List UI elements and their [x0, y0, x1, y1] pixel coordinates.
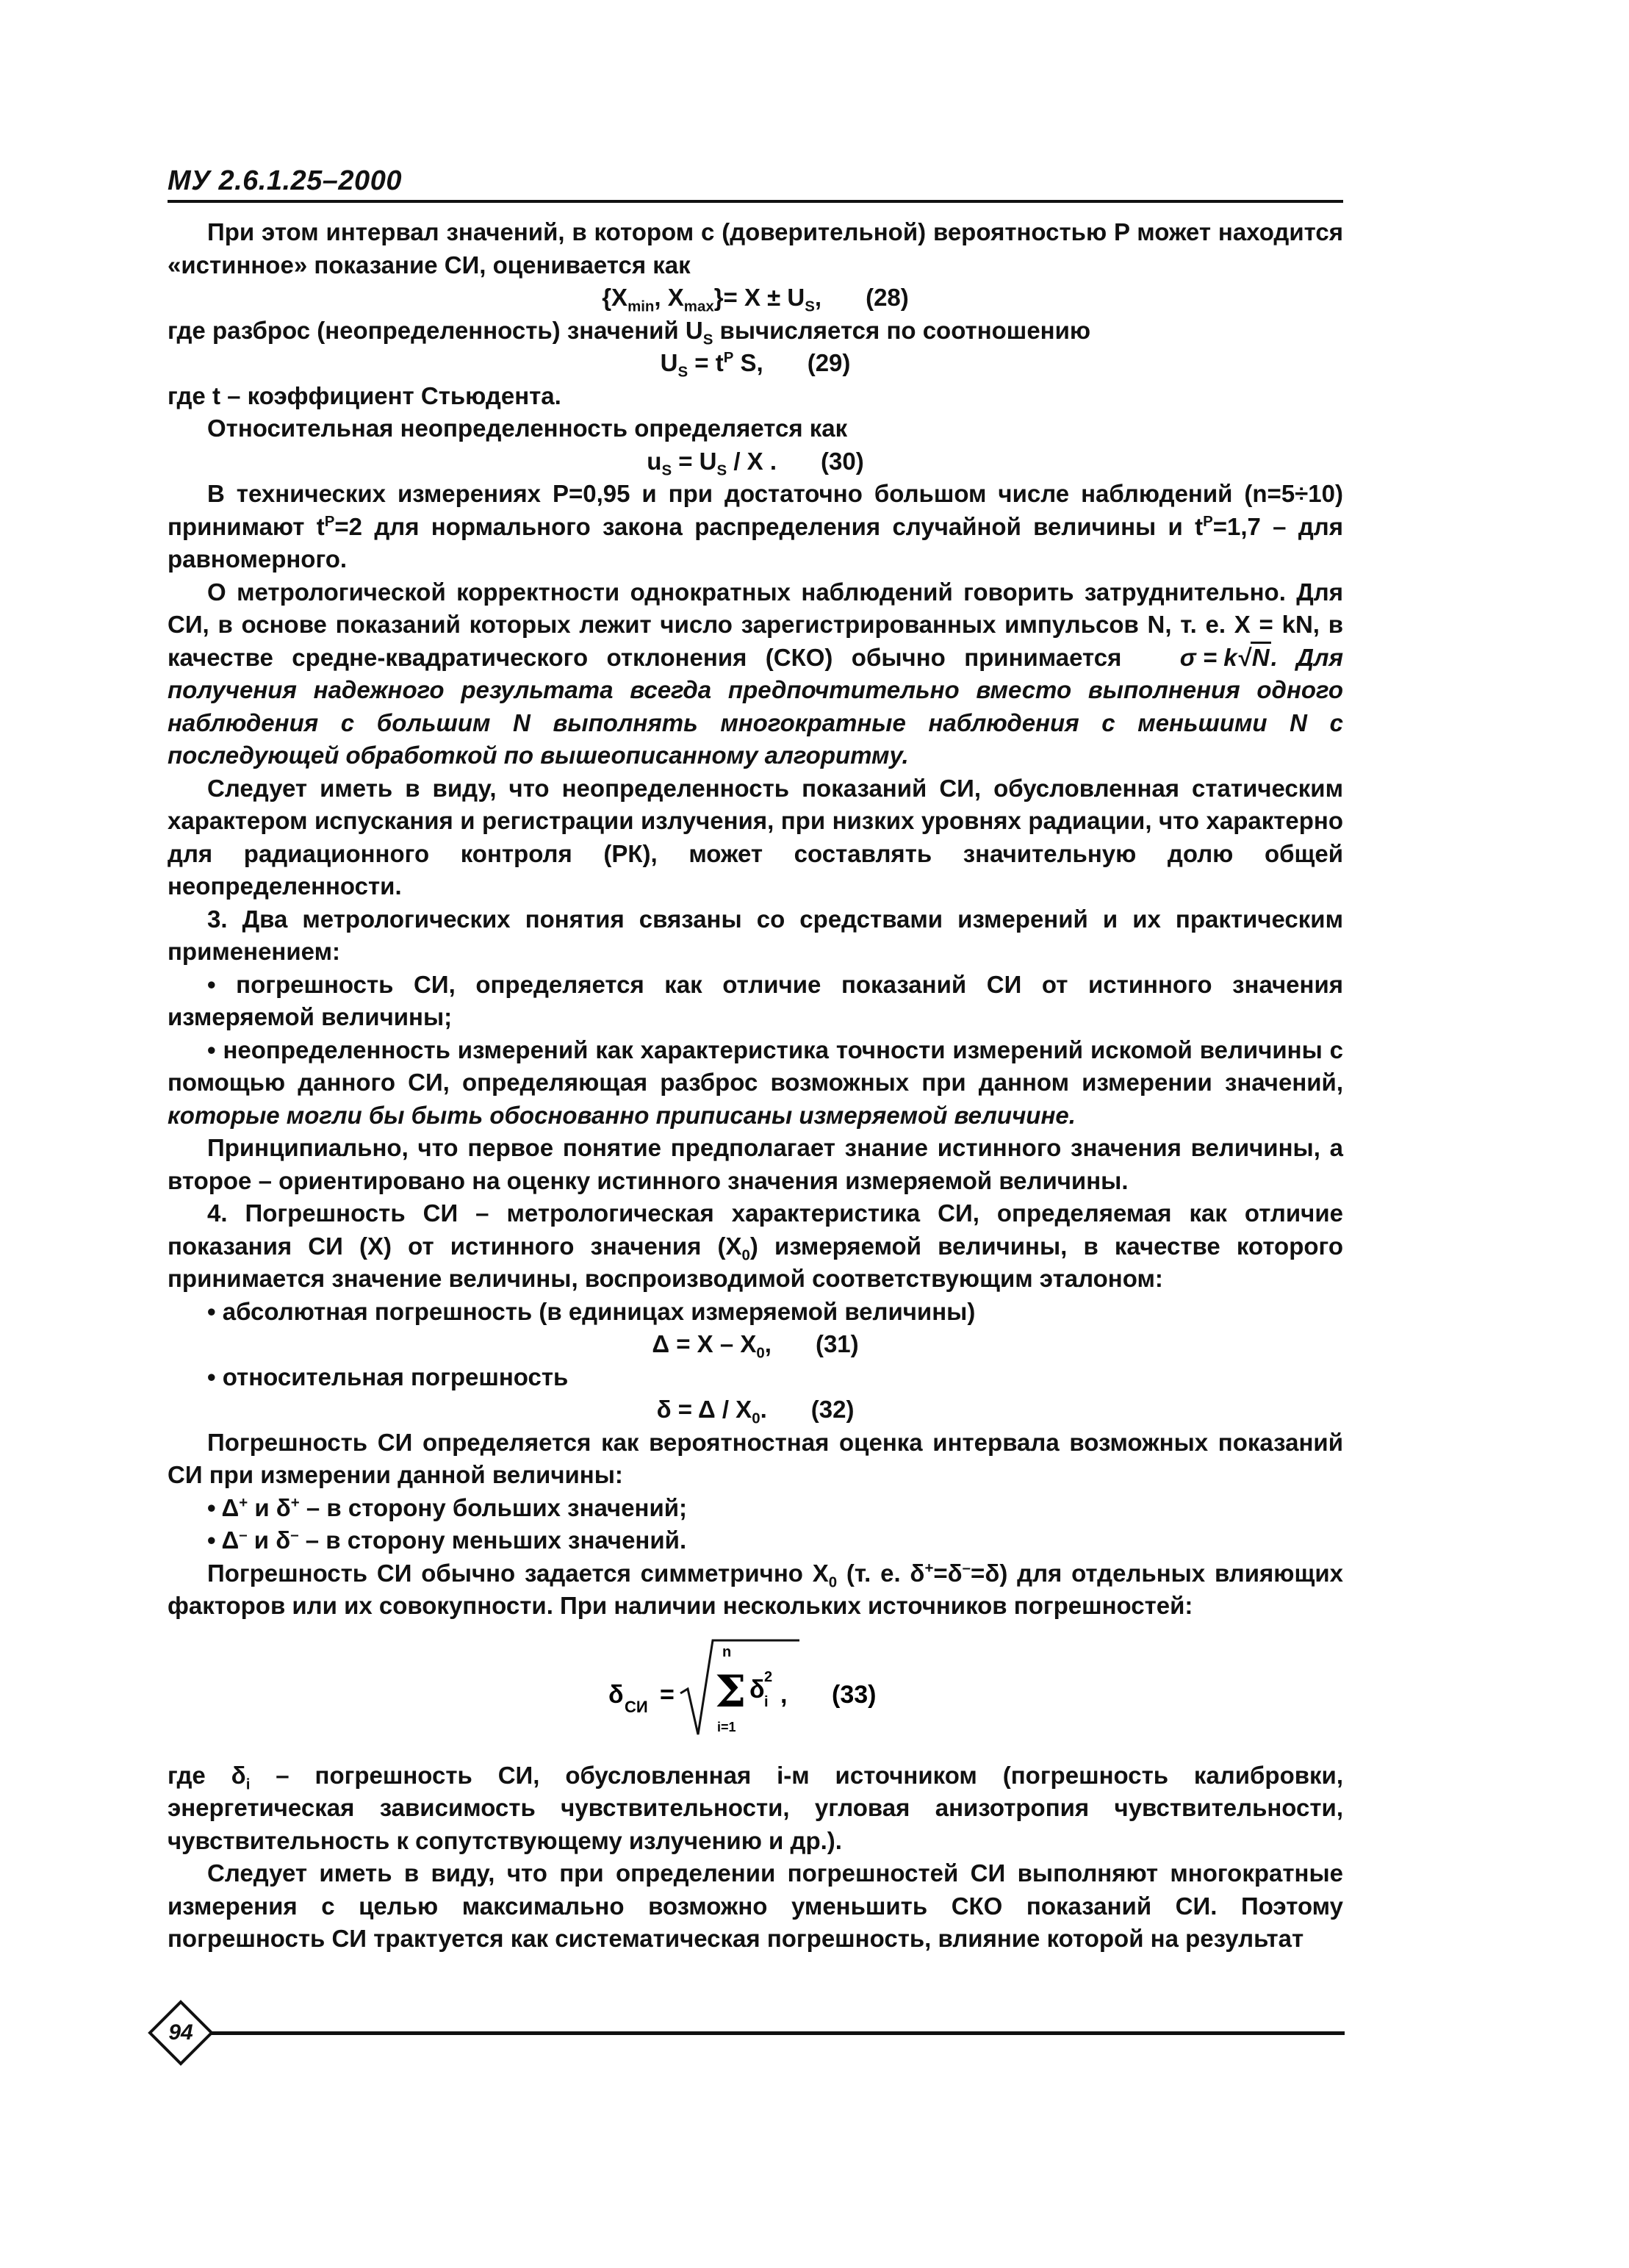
- formula-32: $\delta = \Delta / X_0$. (32): [168, 1393, 1343, 1427]
- list-item: • погрешность СИ, определяется как отличие показаний СИ от истинного значения измеряемой величины;: [168, 970, 1343, 1030]
- sum-sign: Σ: [715, 1665, 747, 1718]
- document-body: [168, 216, 1343, 1956]
- formula-28: {$X_{min}$, $X_{max}\}= X \pm U_S$, (28): [168, 281, 1343, 315]
- sum-upper-limit: n: [722, 1643, 732, 1660]
- document-code: МУ 2.6.1.25–2000: [168, 165, 402, 196]
- paragraph: Следует иметь в виду, что при определении погрешностей СИ выполняют многократные измерения с целью максимально возможно уменьшить СКО показаний СИ. Поэтому погрешность СИ трактуется как систематическая погрешность, влияние которой на результат: [168, 1859, 1343, 1952]
- sigma-formula: σ = k√N: [1140, 642, 1271, 675]
- paragraph: Следует иметь в виду, что неопределенность показаний СИ, обусловленная статическим характером испускания и регистрации излучения, при низких уровнях радиации, что характерно для радиационного контроля (РК), может составлять значительную долю общей неопределенности.: [168, 774, 1343, 900]
- formula-33-comma: ,: [780, 1680, 788, 1709]
- paragraph: Погрешность СИ определяется как вероятностная оценка интервала возможных показаний СИ при измерении данной величины:: [168, 1428, 1343, 1488]
- equation-number: (32): [810, 1396, 855, 1423]
- list-item: • неопределенность измерений как характеристика точности измерений искомой величины с помощью данного СИ, определяющая разброс возможных при данном измерении значений, которые могли бы быть обоснованно приписаны измеряемой величине.: [168, 1036, 1343, 1129]
- equation-number: (31): [815, 1330, 859, 1357]
- formula-33-equals: =: [660, 1680, 675, 1709]
- equation-number: (33): [832, 1680, 877, 1709]
- list-item: • относительная погрешность: [207, 1363, 569, 1390]
- paragraph: 3. Два метрологических понятия связаны со средствами измерений и их практическим применением:: [168, 905, 1343, 965]
- paragraph: Относительная неопределенность определяется как: [207, 415, 848, 442]
- equation-number: (30): [821, 447, 864, 475]
- page-number: 94: [168, 2020, 193, 2045]
- equation-number: (29): [807, 349, 851, 376]
- footer-rule: [210, 2031, 1345, 2035]
- formula-31: $\Delta = X - X_0$, (31): [168, 1328, 1343, 1361]
- list-item: • Δ– и δ– – в сторону меньших значений.: [207, 1526, 687, 1554]
- page-footer: [147, 1999, 1345, 2073]
- formula-33-term: δ: [749, 1675, 765, 1704]
- paragraph: Погрешность СИ обычно задается симметрично $X_0$ (т. е. δ+=δ–=δ) для отдельных влияющих факторов или их совокупности. При наличии нескольких источников погрешностей:: [168, 1559, 1343, 1619]
- paragraph: При этом интервал значений, в котором с (доверительной) вероятностью P может находится «истинное» показание СИ, оценивается как: [168, 218, 1343, 279]
- formula-33-lhs: δ: [608, 1680, 624, 1709]
- paragraph: Принципиально, что первое понятие предполагает знание истинного значения величины, а второе – ориентировано на оценку истинного значения измеряемой величины.: [168, 1134, 1343, 1194]
- paragraph: где t – коэффициент Стьюдента.: [168, 381, 561, 409]
- formula-29: $U_S = t^P$ S, (29): [168, 347, 1343, 380]
- paragraph: где разброс (неопределенность) значений $U_S$ вычисляется по соотношению: [168, 316, 1091, 348]
- formula-33-term-sub: i: [764, 1693, 769, 1710]
- paragraph: О метрологической корректности однократных наблюдений говорить затруднительно. Для СИ, в основе показаний которых лежит число зарегистрированных импульсов N, т. е. X = kN, в качестве средне-квадратического отклонения (СКО) обычно принимается σ = k√N. Для получения надежного результата всегда предпочтительно вместо выполнения одного наблюдения с большим N выполнять многократные наблюдения с меньшими N с последующей обработкой по вышеописанному алгоритму.: [168, 578, 1343, 769]
- paragraph: 4. Погрешность СИ – метрологическая характеристика СИ, определяемая как отличие показания СИ (X) от истинного значения $(X_0)$ измеряемой величины, в качестве которого принимается значение величины, воспроизводимой соответствующим эталоном:: [168, 1199, 1343, 1292]
- formula-33-lhs-sub: СИ: [625, 1697, 648, 1716]
- running-header: [168, 154, 1343, 203]
- paragraph: В технических измерениях P=0,95 и при достаточно большом числе наблюдений (n=5÷10) принимают $t^P=2$ для нормального закона распределения случайной величины и $t^P=1,7$ – для равномерного.: [168, 480, 1343, 573]
- formula-33-term-sup: 2: [764, 1668, 773, 1685]
- sum-lower-limit: i=1: [717, 1719, 736, 1734]
- list-item: • абсолютная погрешность (в единицах измеряемой величины): [207, 1297, 976, 1325]
- list-item: • Δ+ и δ+ – в сторону больших значений;: [207, 1493, 688, 1521]
- formula-30: $u_S = U_S / X$ . (30): [168, 445, 1343, 478]
- equation-number: (28): [866, 284, 909, 311]
- formula-33-graphic: [168, 1633, 1343, 1743]
- page-content: [168, 154, 1343, 1956]
- paragraph: где $\delta_i$ – погрешность СИ, обусловленная i-м источником (погрешность калибровки, энергетическая зависимость чувствительности, угловая анизотропия чувствительности, чувствительность к сопутствующему излучению и др.).: [168, 1761, 1343, 1854]
- formula-33: [168, 1633, 1343, 1743]
